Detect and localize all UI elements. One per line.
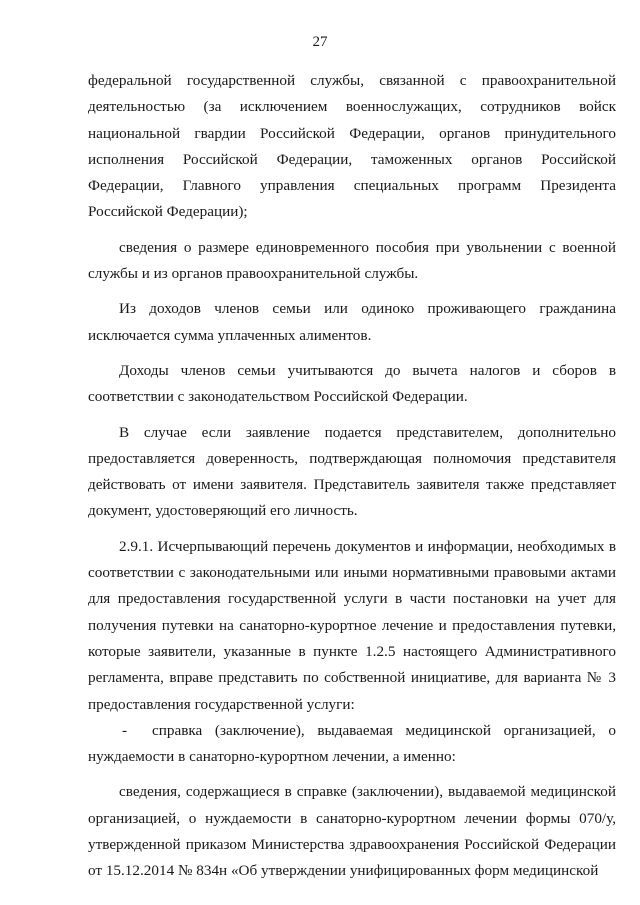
paragraph-alimony: Из доходов членов семьи или одиноко проживающего гражданина исключается сумма уплаченных алиментов. — [88, 300, 616, 344]
list-item-text: справка (заключение), выдаваемая медицинской организацией, о нуждаемости в санаторно-курортном лечении, а именно: — [88, 721, 616, 766]
document-body — [88, 68, 616, 885]
paragraph-federal-service: федеральной государственной службы, связанной с правоохранительной деятельностью (за исключением военнослужащих, сотрудников войск национальной гвардии Российской Федерации, органов принудительного исполнения Российской Федерации, таможенных органов Российской Федерации, Главного управления специальных программ Президента Российской Федерации); — [88, 72, 616, 221]
list-item-medical-certificate — [88, 718, 616, 771]
paragraph-certificate-details: сведения, содержащиеся в справке (заключении), выдаваемой медицинской организацией, о нуждаемости в санаторно-курортном лечении формы 070/у, утвержденной приказом Министерства здравоохранения Российской Федерации от 15.12.2014 № 834н «Об утверждении унифицированных форм медицинской — [88, 783, 616, 880]
list-dash: - — [122, 721, 128, 739]
paragraph-severance-info: сведения о размере единовременного пособия при увольнении с военной службы и из органов правоохранительной службы. — [88, 238, 616, 283]
page-number: 27 — [312, 34, 328, 50]
paragraph-representative: В случае если заявление подается представителем, дополнительно предоставляется доверенность, подтверждающая полномочия представителя действовать от имени заявителя. Представитель заявителя также представляет документ, удостоверяющий его личность. — [88, 423, 616, 520]
paragraph-income-before-tax: Доходы членов семьи учитываются до вычета налогов и сборов в соответствии с законодательством Российской Федерации. — [88, 361, 616, 406]
paragraph-2-9-1: 2.9.1. Исчерпывающий перечень документов и информации, необходимых в соответствии с законодательными или иными нормативными правовыми актами для предоставления государственной услуги в части постановки на учет для получения путевки на санаторно-курортное лечение и предоставления путевки, которые заявители, указанные в пункте 1.2.5 настоящего Административного регламента, вправе представить по собственной инициативе, для варианта № 3 предоставления государственной услуги: — [88, 537, 616, 713]
